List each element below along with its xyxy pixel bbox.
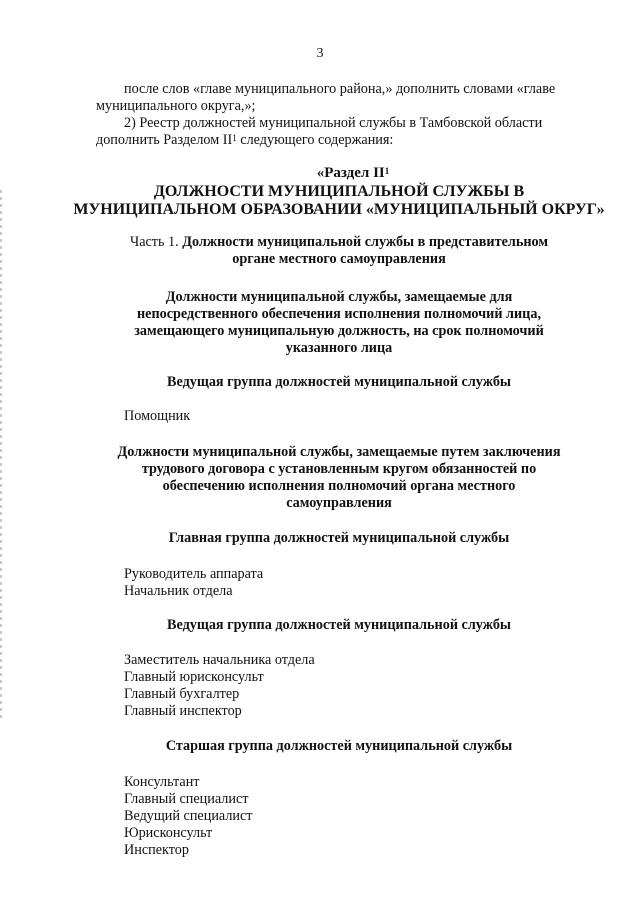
section-superscript: 1 [232,133,237,143]
section-label-text: «Раздел II [316,165,385,181]
subsection-1-line-4: указанного лица [285,340,393,356]
section-title-line-2: МУНИЦИПАЛЬНОМ ОБРАЗОВАНИИ «МУНИЦИПАЛЬНЫЙ ОКРУГ» [73,201,605,218]
subsection-2-line-2: трудового договора с установленным кругом обязанностей по [141,461,537,477]
group-heading-senior: Старшая группа должностей муниципальной службы [165,738,513,754]
intro-line-3: 2) Реестр должностей муниципальной службы в Тамбовской области [124,115,543,131]
subsection-1-line-1: Должности муниципальной службы, замещаемые для [165,289,513,305]
position-item: Заместитель начальника отдела [124,652,315,668]
position-item: Ведущий специалист [124,808,253,824]
part-heading-line-2: органе местного самоуправления [232,251,446,267]
position-item: Начальник отдела [124,583,233,599]
group-heading-leading-1: Ведущая группа должностей муниципальной службы [167,374,511,390]
position-item: Главный юрисконсульт [124,669,264,685]
subsection-2-line-1: Должности муниципальной службы, замещаемые путем заключения [117,444,561,460]
section-label-superscript: 1 [384,166,390,176]
group-heading-leading-2: Ведущая группа должностей муниципальной службы [167,617,511,633]
position-item: Руководитель аппарата [124,566,264,582]
intro-line-4-text-b: следующего содержания: [236,132,394,148]
intro-line-4 [96,131,393,149]
intro-line-2: муниципального округа,»; [96,98,256,114]
intro-line-4-text-a: дополнить Разделом II [96,132,233,148]
part-number: Часть 1. [129,234,183,250]
section-label [70,164,608,182]
position-item: Юрисконсульт [124,825,213,841]
section-title-line-1: ДОЛЖНОСТИ МУНИЦИПАЛЬНОЙ СЛУЖБЫ В [153,183,525,200]
position-item: Помощник [124,408,191,424]
position-item: Главный инспектор [124,703,242,719]
subsection-2-line-3: обеспечению исполнения полномочий органа местного [162,478,516,494]
page-number: 3 [316,46,324,61]
position-item: Инспектор [124,842,189,858]
position-item: Консультант [124,774,200,790]
scan-edge-marks [0,190,2,720]
subsection-1-line-3: замещающего муниципальную должность, на срок полномочий [134,323,544,339]
part-heading-line-1 [70,234,608,251]
position-item: Главный бухгалтер [124,686,240,702]
subsection-1-line-2: непосредственного обеспечения исполнения полномочий лица, [136,306,541,322]
part-title-a: Должности муниципальной службы в представительном [182,234,548,250]
subsection-2-line-4: самоуправления [286,495,392,511]
position-item: Главный специалист [124,791,249,807]
intro-line-1: после слов «главе муниципального района,» дополнить словами «главе [124,81,556,97]
group-heading-main: Главная группа должностей муниципальной службы [168,530,510,546]
